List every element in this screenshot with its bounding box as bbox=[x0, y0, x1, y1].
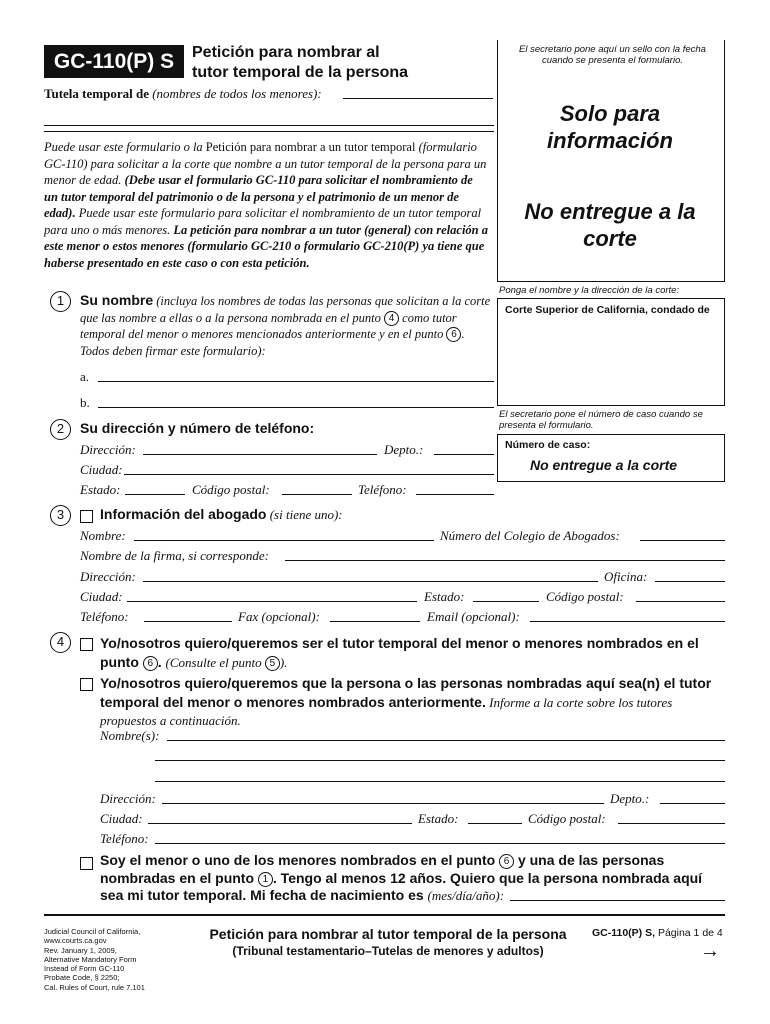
proposed-names-input-2[interactable] bbox=[155, 760, 725, 761]
draft-watermark-2: No entregue a la corte bbox=[524, 199, 696, 251]
proposed-phone-input[interactable] bbox=[155, 843, 725, 844]
item-4-option-2-checkbox[interactable] bbox=[80, 678, 93, 691]
attorney-name-label: Nombre: bbox=[80, 528, 126, 543]
item-1-text: Su nombre (incluya los nombres de todas las personas que solicitan a la corte que las nombre a ellas o a la persona nombrada en el punto 4 como tutor temporal del menor o menores mencionados anteriormente y en el punto 6 . Todos deben firmar este formulario): bbox=[80, 292, 491, 358]
proposed-state-label: Estado: bbox=[418, 811, 459, 826]
proposed-apt-input[interactable] bbox=[660, 803, 725, 804]
clerk-stamp-note: El secretario pone aquí un sello con la fecha cuando se presenta el formulario. bbox=[519, 44, 706, 66]
item-2-address-label: Dirección: bbox=[80, 442, 136, 457]
item-2-address-input[interactable] bbox=[143, 454, 377, 455]
item-2-phone-label: Teléfono: bbox=[358, 482, 407, 497]
guardianship-names-input[interactable] bbox=[343, 98, 493, 99]
attorney-phone-label: Teléfono: bbox=[80, 609, 129, 624]
item-2-number: 2 bbox=[50, 419, 71, 440]
proposed-address-label: Dirección: bbox=[100, 791, 156, 806]
item-2-state-input[interactable] bbox=[125, 494, 185, 495]
item-4-option-3-checkbox[interactable] bbox=[80, 857, 93, 870]
case-note: El secretario pone el número de caso cuando se presenta el formulario. bbox=[499, 409, 703, 431]
attorney-firm-input[interactable] bbox=[285, 560, 725, 561]
item-2-apt-input[interactable] bbox=[434, 454, 494, 455]
proposed-address-input[interactable] bbox=[162, 803, 604, 804]
attorney-bar-label: Número del Colegio de Abogados: bbox=[440, 528, 620, 543]
item-4-number: 4 bbox=[50, 632, 71, 653]
item-2-apt-label: Depto.: bbox=[384, 442, 424, 457]
attorney-firm-label: Nombre de la firma, si corresponde: bbox=[80, 548, 269, 563]
birthdate-input[interactable] bbox=[510, 900, 725, 901]
item-1b-label: b. bbox=[80, 395, 90, 410]
item-4-option-2-text: Yo/nosotros quiero/queremos que la persona o las personas nombradas aquí sea(n) el tutor temporal del menor o menores nombrados anteriormente. Informe a la corte sobre los tutores propuestos a continuación. bbox=[100, 675, 712, 728]
draft-watermark-1: Solo para información bbox=[547, 101, 673, 153]
divider-rule bbox=[44, 131, 494, 132]
attorney-city-label: Ciudad: bbox=[80, 589, 123, 604]
footer-rule bbox=[44, 914, 725, 916]
attorney-state-input[interactable] bbox=[473, 601, 539, 602]
proposed-names-label: Nombre(s): bbox=[100, 728, 160, 743]
footer-title: Petición para nombrar al tutor temporal de la persona bbox=[209, 926, 567, 942]
item-1b-input[interactable] bbox=[98, 407, 494, 408]
proposed-city-input[interactable] bbox=[148, 823, 412, 824]
proposed-names-input-3[interactable] bbox=[155, 781, 725, 782]
next-page-arrow-icon[interactable]: → bbox=[700, 940, 720, 962]
proposed-names-input-1[interactable] bbox=[167, 740, 725, 741]
form-title-line1: Petición para nombrar al bbox=[192, 44, 380, 61]
guardianship-line-2[interactable] bbox=[44, 125, 494, 126]
item-3-checkbox[interactable] bbox=[80, 510, 93, 523]
attorney-address-input[interactable] bbox=[143, 581, 598, 582]
item-1a-input[interactable] bbox=[98, 381, 494, 382]
item-2-city-input[interactable] bbox=[124, 474, 494, 475]
item-2-state-label: Estado: bbox=[80, 482, 121, 497]
proposed-zip-label: Código postal: bbox=[528, 811, 606, 826]
case-number-label: Número de caso: bbox=[505, 439, 591, 451]
attorney-suite-label: Oficina: bbox=[604, 569, 648, 584]
proposed-apt-label: Depto.: bbox=[610, 791, 650, 806]
proposed-phone-label: Teléfono: bbox=[100, 831, 149, 846]
attorney-fax-input[interactable] bbox=[330, 621, 420, 622]
court-note: Ponga el nombre y la dirección de la corte: bbox=[499, 285, 680, 296]
footer-subtitle: (Tribunal testamentario–Tutelas de menores y adultos) bbox=[232, 944, 544, 958]
form-title-line2: tutor temporal de la persona bbox=[192, 64, 409, 81]
attorney-suite-input[interactable] bbox=[655, 581, 725, 582]
intro-paragraph: Puede usar este formulario o la Petición para nombrar a un tutor temporal (formulario GC-110) para solicitar a la corte que nombre a un tutor temporal de la persona para un menor de edad. (Debe usar el formulario GC-110 para solicitar el nombramiento de un tutor temporal del patrimonio o de la persona y el patrimonio de un menor de edad). Puede usar este formulario para solicitar el nombramiento de un tutor temporal para uno o más menores. La petición para nombrar a un tutor (general) con relación a este menor o estos menores (formulario GC-210 o formulario GC-210(P) ya tiene que haberse presentado en este caso o con esta petición. bbox=[44, 140, 489, 270]
attorney-state-label: Estado: bbox=[424, 589, 465, 604]
court-name-label: Corte Superior de California, condado de bbox=[505, 304, 710, 316]
item-1a-label: a. bbox=[80, 369, 90, 384]
attorney-zip-label: Código postal: bbox=[546, 589, 624, 604]
attorney-email-label: Email (opcional): bbox=[427, 609, 520, 624]
attorney-phone-input[interactable] bbox=[144, 621, 232, 622]
attorney-fax-label: Fax (opcional): bbox=[238, 609, 320, 624]
proposed-city-label: Ciudad: bbox=[100, 811, 143, 826]
case-draft-text: No entregue a la corte bbox=[530, 457, 678, 473]
item-2-city-label: Ciudad: bbox=[80, 462, 123, 477]
item-2-phone-input[interactable] bbox=[416, 494, 494, 495]
attorney-city-input[interactable] bbox=[127, 601, 417, 602]
item-3-title: Información del abogado (si tiene uno): bbox=[100, 506, 343, 522]
proposed-zip-input[interactable] bbox=[618, 823, 725, 824]
footer-legal: Judicial Council of California, www.courts.ca.gov Rev. January 1, 2009, Alternative Mandatory Form Instead of Form GC-110 Probate Code, § 2250; Cal. Rules of Court, rule 7.101 bbox=[44, 927, 145, 992]
form-code-badge: GC-110(P) S bbox=[44, 45, 184, 78]
item-3-number: 3 bbox=[50, 505, 71, 526]
item-2-zip-input[interactable] bbox=[282, 494, 352, 495]
proposed-state-input[interactable] bbox=[468, 823, 522, 824]
footer-page: GC-110(P) S, Página 1 de 4 bbox=[592, 927, 723, 939]
attorney-zip-input[interactable] bbox=[636, 601, 725, 602]
item-4-option-3-text: Soy el menor o uno de los menores nombrados en el punto 6 y una de las personas nombradas en el punto 1 . Tengo al menos 12 años. Quiero que la persona nombrada aquí sea mi tutor temporal. Mi fecha de nacimiento es (mes/día/año): bbox=[100, 852, 703, 903]
attorney-bar-input[interactable] bbox=[640, 540, 725, 541]
item-4-option-1-text: Yo/nosotros quiero/queremos ser el tutor temporal del menor o menores nombrados en el punto 6 . (Consulte el punto 5 ). bbox=[100, 635, 699, 670]
attorney-email-input[interactable] bbox=[530, 621, 725, 622]
item-1-number: 1 bbox=[50, 291, 71, 312]
guardianship-label: Tutela temporal de (nombres de todos los menores): bbox=[44, 86, 322, 101]
item-2-title: Su dirección y número de teléfono: bbox=[80, 420, 315, 436]
item-4-option-1-checkbox[interactable] bbox=[80, 638, 93, 651]
attorney-address-label: Dirección: bbox=[80, 569, 136, 584]
attorney-name-input[interactable] bbox=[134, 540, 434, 541]
item-2-zip-label: Código postal: bbox=[192, 482, 270, 497]
